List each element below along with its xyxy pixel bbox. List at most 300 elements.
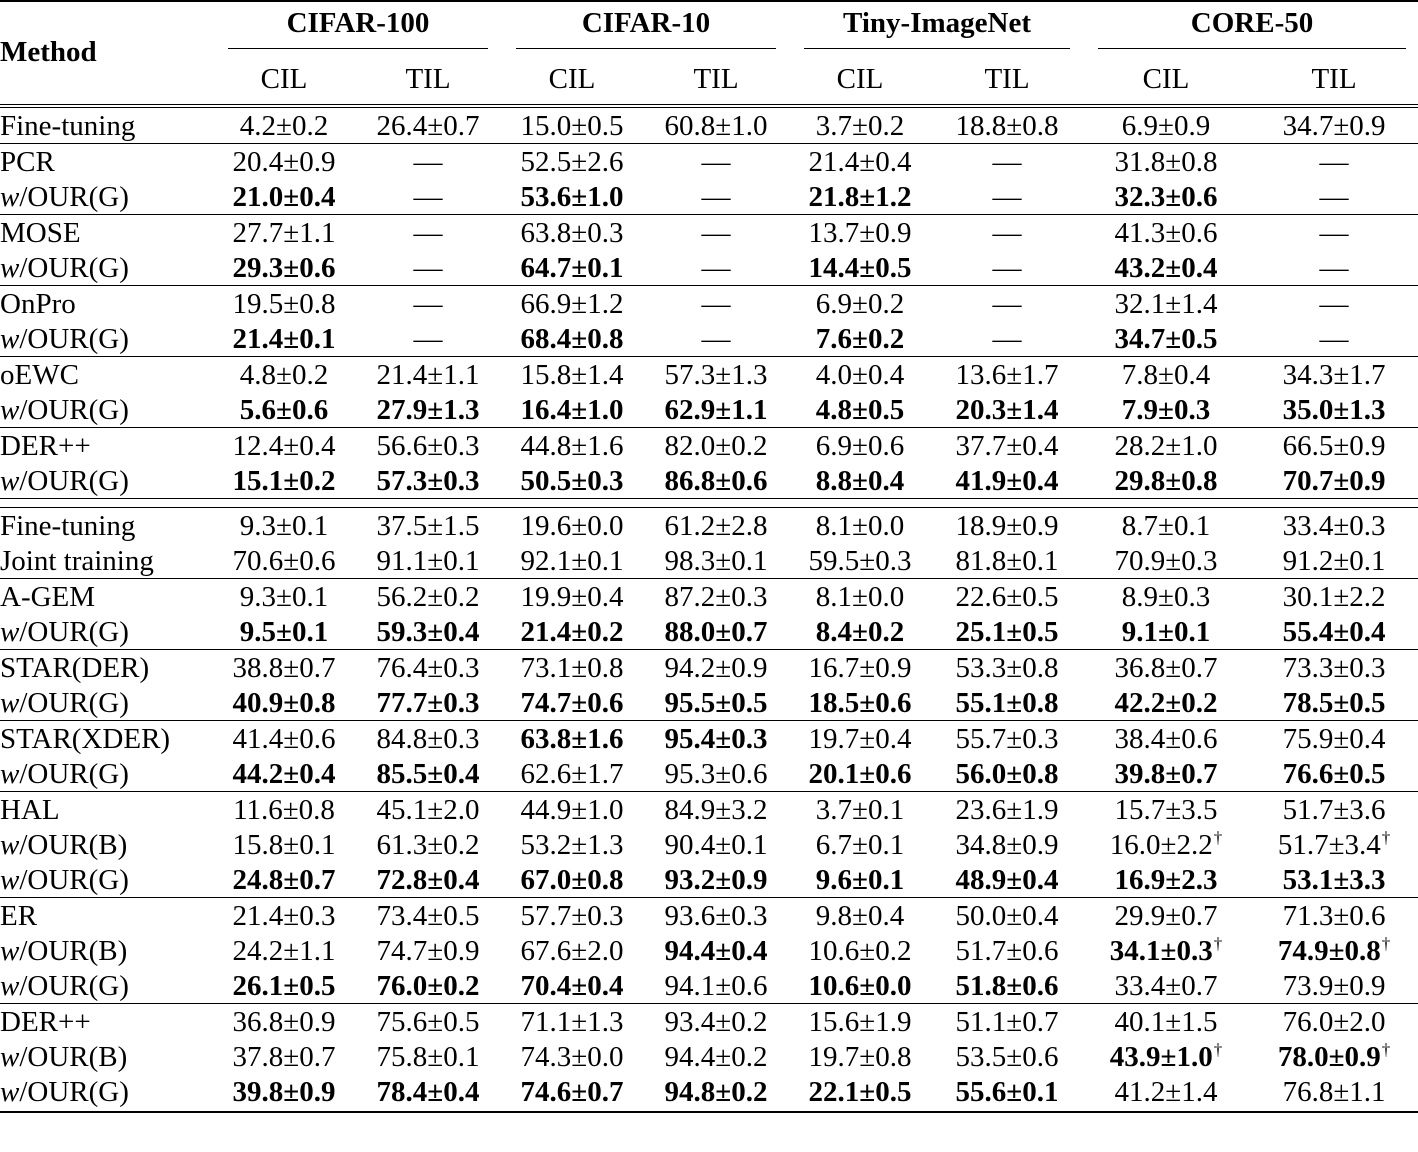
value-cell: 75.8±0.1 (376, 1040, 480, 1073)
table-row (0, 392, 1418, 428)
value-cell: 53.2±1.3 (520, 828, 624, 861)
value-cell: — (932, 144, 1082, 180)
method-cell: w/OUR(G) (0, 464, 129, 497)
value-cell: — (701, 322, 731, 355)
value-cell: 92.1±0.1 (520, 544, 624, 577)
value-cell: 26.4±0.7 (356, 106, 500, 144)
value-cell: 55.7±0.3 (932, 721, 1082, 757)
value-cell: — (356, 215, 500, 251)
table-bottom-rule (0, 1111, 1418, 1113)
value-cell: 8.8±0.4 (815, 464, 905, 497)
value-cell: 6.7±0.1 (815, 828, 905, 861)
value-cell: 71.1±1.3 (500, 1004, 644, 1040)
value-cell: — (701, 251, 731, 284)
value-cell: 40.9±0.8 (232, 686, 336, 719)
method-cell: w/OUR(G) (0, 969, 129, 1002)
value-cell: 4.2±0.2 (212, 106, 356, 144)
value-cell: — (413, 251, 443, 284)
value-cell: — (932, 286, 1082, 322)
method-cell: Fine-tuning (0, 509, 136, 542)
table-row (0, 721, 1418, 757)
value-cell: 43.2±0.4 (1114, 251, 1218, 284)
method-cell: w/OUR(G) (0, 757, 129, 790)
value-cell: 15.8±1.4 (500, 357, 644, 393)
value-cell: 67.0±0.8 (520, 863, 624, 896)
table-row (0, 827, 1418, 862)
value-cell: 5.6±0.6 (239, 393, 329, 426)
value-cell: 19.7±0.8 (808, 1040, 912, 1073)
value-cell: 34.3±1.7 (1250, 357, 1418, 393)
value-cell: 94.4±0.2 (664, 1040, 768, 1073)
value-cell: — (1250, 286, 1418, 322)
value-cell: 24.2±1.1 (232, 934, 336, 967)
table-row (0, 144, 1418, 180)
method-header: Method (0, 36, 97, 68)
table-row (0, 1074, 1418, 1109)
til-header: TIL (405, 63, 451, 95)
value-cell: 42.2±0.2 (1114, 686, 1218, 719)
value-cell: — (1319, 180, 1349, 213)
value-cell: 41.2±1.4 (1114, 1075, 1218, 1108)
value-cell: 7.6±0.2 (815, 322, 905, 355)
value-cell: 68.4±0.8 (520, 322, 624, 355)
value-cell: 6.9±0.6 (788, 428, 932, 464)
value-cell: 84.9±3.2 (644, 792, 788, 828)
value-cell: 20.4±0.9 (212, 144, 356, 180)
table-row (0, 862, 1418, 898)
value-cell: 27.7±1.1 (212, 215, 356, 251)
value-cell: 37.5±1.5 (376, 509, 480, 542)
table-row (0, 357, 1418, 393)
table-row (0, 106, 1418, 144)
method-cell: w/OUR(G) (0, 180, 129, 213)
value-cell: 70.4±0.4 (520, 969, 624, 1002)
value-cell: 22.6±0.5 (932, 579, 1082, 615)
value-cell: 34.1±0.3† (1109, 933, 1223, 967)
value-cell: 95.5±0.5 (664, 686, 768, 719)
value-cell: 21.4±0.3 (212, 898, 356, 934)
method-cell: w/OUR(B) (0, 934, 128, 967)
value-cell: 3.7±0.2 (788, 106, 932, 144)
value-cell: 16.4±1.0 (520, 393, 624, 426)
method-cell: oEWC (0, 357, 212, 393)
value-cell: 20.3±1.4 (955, 393, 1059, 426)
cil-header: CIL (836, 63, 884, 95)
value-cell: 35.0±1.3 (1282, 393, 1386, 426)
dagger-mark: † (1213, 933, 1223, 953)
value-cell: 52.5±2.6 (500, 144, 644, 180)
value-cell: 29.8±0.8 (1114, 464, 1218, 497)
value-cell: — (1319, 322, 1349, 355)
value-cell: 95.3±0.6 (664, 757, 768, 790)
value-cell: 94.1±0.6 (664, 969, 768, 1002)
value-cell: 55.4±0.4 (1282, 615, 1386, 648)
value-cell: 78.5±0.5 (1282, 686, 1386, 719)
value-cell: 13.7±0.9 (788, 215, 932, 251)
value-cell: 70.9±0.3 (1114, 544, 1218, 577)
value-cell: 4.0±0.4 (788, 357, 932, 393)
table-row (0, 428, 1418, 464)
value-cell: — (644, 286, 788, 322)
value-cell: 33.4±0.7 (1114, 969, 1218, 1002)
value-cell: 55.6±0.1 (955, 1075, 1059, 1108)
value-cell: 74.7±0.9 (376, 934, 480, 967)
value-cell: 51.8±0.6 (955, 969, 1059, 1002)
value-cell: — (992, 180, 1022, 213)
method-cell: w/OUR(G) (0, 322, 129, 355)
dagger-mark: † (1381, 933, 1391, 953)
method-cell: Fine-tuning (0, 106, 212, 144)
til-header: TIL (984, 63, 1030, 95)
value-cell: 48.9±0.4 (955, 863, 1059, 896)
value-cell: — (1250, 215, 1418, 251)
method-cell: A-GEM (0, 579, 212, 615)
value-cell: 41.3±0.6 (1082, 215, 1250, 251)
value-cell: 51.7±3.4† (1277, 827, 1391, 861)
value-cell: 22.1±0.5 (808, 1075, 912, 1108)
value-cell: 59.5±0.3 (808, 544, 912, 577)
value-cell: — (644, 144, 788, 180)
value-cell: 29.9±0.7 (1082, 898, 1250, 934)
header-row-settings (0, 54, 1418, 106)
value-cell: 61.2±2.8 (664, 509, 768, 542)
value-cell: 73.1±0.8 (500, 650, 644, 686)
value-cell: 36.8±0.7 (1082, 650, 1250, 686)
value-cell: 21.4±0.4 (788, 144, 932, 180)
table-row (0, 579, 1418, 615)
value-cell: 19.6±0.0 (520, 509, 624, 542)
value-cell: 76.0±2.0 (1250, 1004, 1418, 1040)
value-cell: 3.7±0.1 (788, 792, 932, 828)
cil-header: CIL (1142, 63, 1190, 95)
value-cell: 32.1±1.4 (1082, 286, 1250, 322)
value-cell: 45.1±2.0 (356, 792, 500, 828)
value-cell: 94.4±0.4 (664, 934, 768, 967)
table-row (0, 508, 1418, 544)
value-cell: 6.9±0.9 (1082, 106, 1250, 144)
value-cell: 9.1±0.1 (1121, 615, 1211, 648)
value-cell: 6.9±0.2 (788, 286, 932, 322)
value-cell: 98.3±0.1 (664, 544, 768, 577)
table-row (0, 543, 1418, 579)
value-cell: 94.8±0.2 (664, 1075, 768, 1108)
value-cell: 51.7±3.6 (1250, 792, 1418, 828)
dagger-mark: † (1381, 827, 1391, 847)
value-cell: 21.4±0.1 (232, 322, 336, 355)
value-cell: 8.9±0.3 (1082, 579, 1250, 615)
value-cell: 15.0±0.5 (500, 106, 644, 144)
value-cell: 67.6±2.0 (520, 934, 624, 967)
value-cell: 56.6±0.3 (356, 428, 500, 464)
value-cell: 20.1±0.6 (808, 757, 912, 790)
value-cell: 25.1±0.5 (955, 615, 1059, 648)
value-cell: 53.3±0.8 (932, 650, 1082, 686)
value-cell: 93.2±0.9 (664, 863, 768, 896)
method-cell: Joint training (0, 544, 154, 577)
value-cell: 39.8±0.7 (1114, 757, 1218, 790)
value-cell: 36.8±0.9 (212, 1004, 356, 1040)
value-cell: 24.8±0.7 (232, 863, 336, 896)
value-cell: 66.9±1.2 (500, 286, 644, 322)
value-cell: 90.4±0.1 (664, 828, 768, 861)
value-cell: 8.7±0.1 (1121, 509, 1211, 542)
dataset-header: CIFAR-100 (212, 0, 500, 54)
value-cell: 21.0±0.4 (232, 180, 336, 213)
value-cell: 88.0±0.7 (664, 615, 768, 648)
dataset-header: CORE-50 (1082, 0, 1418, 54)
value-cell: 93.4±0.2 (644, 1004, 788, 1040)
value-cell: 56.0±0.8 (955, 757, 1059, 790)
dagger-mark: † (1213, 827, 1223, 847)
value-cell: 85.5±0.4 (376, 757, 480, 790)
value-cell: 18.9±0.9 (955, 509, 1059, 542)
value-cell: 4.8±0.2 (212, 357, 356, 393)
value-cell: 76.0±0.2 (376, 969, 480, 1002)
value-cell: 51.7±0.6 (955, 934, 1059, 967)
value-cell: 76.4±0.3 (356, 650, 500, 686)
value-cell: — (701, 180, 731, 213)
value-cell: 77.7±0.3 (376, 686, 480, 719)
value-cell: 8.1±0.0 (788, 579, 932, 615)
value-cell: 34.8±0.9 (955, 828, 1059, 861)
value-cell: 63.8±1.6 (500, 721, 644, 757)
value-cell: 61.3±0.2 (376, 828, 480, 861)
value-cell: 21.4±1.1 (356, 357, 500, 393)
value-cell: 40.1±1.5 (1082, 1004, 1250, 1040)
value-cell: 8.4±0.2 (815, 615, 905, 648)
value-cell: 4.8±0.5 (815, 393, 905, 426)
value-cell: 12.4±0.4 (212, 428, 356, 464)
value-cell: 70.6±0.6 (232, 544, 336, 577)
value-cell: 44.8±1.6 (500, 428, 644, 464)
value-cell: 11.6±0.8 (212, 792, 356, 828)
value-cell: 19.5±0.8 (212, 286, 356, 322)
value-cell: 73.3±0.3 (1250, 650, 1418, 686)
value-cell: — (1250, 144, 1418, 180)
value-cell: — (932, 215, 1082, 251)
value-cell: 15.7±3.5 (1082, 792, 1250, 828)
header-row-datasets (0, 0, 1418, 54)
method-cell: DER++ (0, 428, 212, 464)
table-row (0, 792, 1418, 828)
value-cell: — (992, 251, 1022, 284)
value-cell: 50.0±0.4 (932, 898, 1082, 934)
value-cell: 53.5±0.6 (955, 1040, 1059, 1073)
value-cell: 13.6±1.7 (932, 357, 1082, 393)
value-cell: 15.6±1.9 (788, 1004, 932, 1040)
table-row (0, 933, 1418, 968)
value-cell: 18.8±0.8 (932, 106, 1082, 144)
value-cell: 72.8±0.4 (376, 863, 480, 896)
value-cell: 41.9±0.4 (955, 464, 1059, 497)
value-cell: 76.8±1.1 (1282, 1075, 1386, 1108)
value-cell: 53.6±1.0 (520, 180, 624, 213)
method-cell: DER++ (0, 1004, 212, 1040)
value-cell: 91.1±0.1 (376, 544, 480, 577)
section-divider (0, 499, 1418, 508)
value-cell: 21.4±0.2 (520, 615, 624, 648)
table-row (0, 250, 1418, 286)
value-cell: 93.6±0.3 (644, 898, 788, 934)
value-cell: 87.2±0.3 (644, 579, 788, 615)
value-cell: 33.4±0.3 (1282, 509, 1386, 542)
value-cell: 75.6±0.5 (356, 1004, 500, 1040)
value-cell: 43.9±1.0† (1109, 1039, 1223, 1073)
method-cell: OnPro (0, 286, 212, 322)
method-cell: MOSE (0, 215, 212, 251)
value-cell: 73.4±0.5 (356, 898, 500, 934)
value-cell: 86.8±0.6 (664, 464, 768, 497)
dagger-mark: † (1213, 1039, 1223, 1059)
value-cell: 59.3±0.4 (376, 615, 480, 648)
table-row (0, 650, 1418, 686)
table-row (0, 1004, 1418, 1040)
value-cell: 62.6±1.7 (520, 757, 624, 790)
method-cell: w/OUR(G) (0, 393, 129, 426)
value-cell: 34.7±0.5 (1114, 322, 1218, 355)
value-cell: 95.4±0.3 (644, 721, 788, 757)
value-cell: 44.9±1.0 (500, 792, 644, 828)
table-row (0, 321, 1418, 357)
value-cell: 27.9±1.3 (376, 393, 480, 426)
value-cell: 78.0±0.9† (1277, 1039, 1391, 1073)
value-cell: 8.1±0.0 (815, 509, 905, 542)
method-cell: ER (0, 898, 212, 934)
method-cell: w/OUR(B) (0, 828, 128, 861)
value-cell: 74.9±0.8† (1277, 933, 1391, 967)
value-cell: 19.7±0.4 (788, 721, 932, 757)
til-header: TIL (693, 63, 739, 95)
value-cell: 76.6±0.5 (1282, 757, 1386, 790)
value-cell: 50.5±0.3 (520, 464, 624, 497)
value-cell: 73.9±0.9 (1282, 969, 1386, 1002)
cil-header: CIL (548, 63, 596, 95)
value-cell: 9.3±0.1 (212, 579, 356, 615)
value-cell: 30.1±2.2 (1250, 579, 1418, 615)
value-cell: 74.6±0.7 (520, 1075, 624, 1108)
value-cell: — (992, 322, 1022, 355)
value-cell: 37.8±0.7 (232, 1040, 336, 1073)
method-cell: HAL (0, 792, 212, 828)
method-cell: STAR(XDER) (0, 721, 212, 757)
value-cell: 74.7±0.6 (520, 686, 624, 719)
value-cell: 66.5±0.9 (1250, 428, 1418, 464)
value-cell: 75.9±0.4 (1250, 721, 1418, 757)
value-cell: 9.5±0.1 (239, 615, 329, 648)
value-cell: 9.6±0.1 (815, 863, 905, 896)
value-cell: 71.3±0.6 (1250, 898, 1418, 934)
value-cell: — (413, 322, 443, 355)
table-body (0, 106, 1418, 1109)
value-cell: 39.8±0.9 (232, 1075, 336, 1108)
value-cell: 53.1±3.3 (1282, 863, 1386, 896)
value-cell: 63.8±0.3 (500, 215, 644, 251)
method-cell: w/OUR(B) (0, 1040, 128, 1073)
method-cell: STAR(DER) (0, 650, 212, 686)
value-cell: 31.8±0.8 (1082, 144, 1250, 180)
value-cell: 9.3±0.1 (239, 509, 329, 542)
value-cell: 7.8±0.4 (1082, 357, 1250, 393)
value-cell: 14.4±0.5 (808, 251, 912, 284)
value-cell: 34.7±0.9 (1250, 106, 1418, 144)
value-cell: 70.7±0.9 (1282, 464, 1386, 497)
value-cell: 94.2±0.9 (644, 650, 788, 686)
value-cell: 38.8±0.7 (212, 650, 356, 686)
value-cell: 51.1±0.7 (932, 1004, 1082, 1040)
dataset-header: CIFAR-10 (500, 0, 788, 54)
value-cell: 21.8±1.2 (808, 180, 912, 213)
table-row (0, 463, 1418, 499)
value-cell: 41.4±0.6 (212, 721, 356, 757)
method-cell: w/OUR(G) (0, 1075, 129, 1108)
value-cell: 57.3±0.3 (376, 464, 480, 497)
value-cell: 64.7±0.1 (520, 251, 624, 284)
value-cell: 37.7±0.4 (932, 428, 1082, 464)
value-cell: — (1319, 251, 1349, 284)
value-cell: 10.6±0.2 (808, 934, 912, 967)
value-cell: 29.3±0.6 (232, 251, 336, 284)
method-cell: w/OUR(G) (0, 686, 129, 719)
table-row (0, 179, 1418, 215)
table-row (0, 968, 1418, 1004)
value-cell: 7.9±0.3 (1121, 393, 1211, 426)
value-cell: 19.9±0.4 (500, 579, 644, 615)
table-row (0, 215, 1418, 251)
value-cell: 82.0±0.2 (644, 428, 788, 464)
table-row (0, 614, 1418, 650)
value-cell: 74.3±0.0 (520, 1040, 624, 1073)
value-cell: 56.2±0.2 (356, 579, 500, 615)
method-cell: w/OUR(G) (0, 863, 129, 896)
value-cell: 62.9±1.1 (664, 393, 768, 426)
value-cell: — (644, 215, 788, 251)
method-cell: w/OUR(G) (0, 615, 129, 648)
dataset-header: Tiny-ImageNet (788, 0, 1082, 54)
value-cell: — (413, 180, 443, 213)
value-cell: 44.2±0.4 (232, 757, 336, 790)
value-cell: 28.2±1.0 (1082, 428, 1250, 464)
value-cell: 91.2±0.1 (1282, 544, 1386, 577)
value-cell: 26.1±0.5 (232, 969, 336, 1002)
til-header: TIL (1311, 63, 1357, 95)
method-cell: w/OUR(G) (0, 251, 129, 284)
value-cell: 16.0±2.2† (1109, 827, 1223, 861)
value-cell: 38.4±0.6 (1082, 721, 1250, 757)
value-cell: 16.7±0.9 (788, 650, 932, 686)
value-cell: 60.8±1.0 (644, 106, 788, 144)
cil-header: CIL (260, 63, 308, 95)
table-row (0, 685, 1418, 721)
table-row (0, 898, 1418, 934)
value-cell: 57.7±0.3 (500, 898, 644, 934)
value-cell: — (356, 144, 500, 180)
method-cell: PCR (0, 144, 212, 180)
value-cell: 81.8±0.1 (955, 544, 1059, 577)
table-row (0, 1039, 1418, 1074)
value-cell: 15.1±0.2 (232, 464, 336, 497)
value-cell: 84.8±0.3 (356, 721, 500, 757)
value-cell: 10.6±0.0 (808, 969, 912, 1002)
value-cell: 9.8±0.4 (788, 898, 932, 934)
value-cell: 23.6±1.9 (932, 792, 1082, 828)
value-cell: 78.4±0.4 (376, 1075, 480, 1108)
value-cell: 16.9±2.3 (1114, 863, 1218, 896)
value-cell: 18.5±0.6 (808, 686, 912, 719)
dagger-mark: † (1381, 1039, 1391, 1059)
value-cell: 55.1±0.8 (955, 686, 1059, 719)
value-cell: — (356, 286, 500, 322)
value-cell: 15.8±0.1 (232, 828, 336, 861)
